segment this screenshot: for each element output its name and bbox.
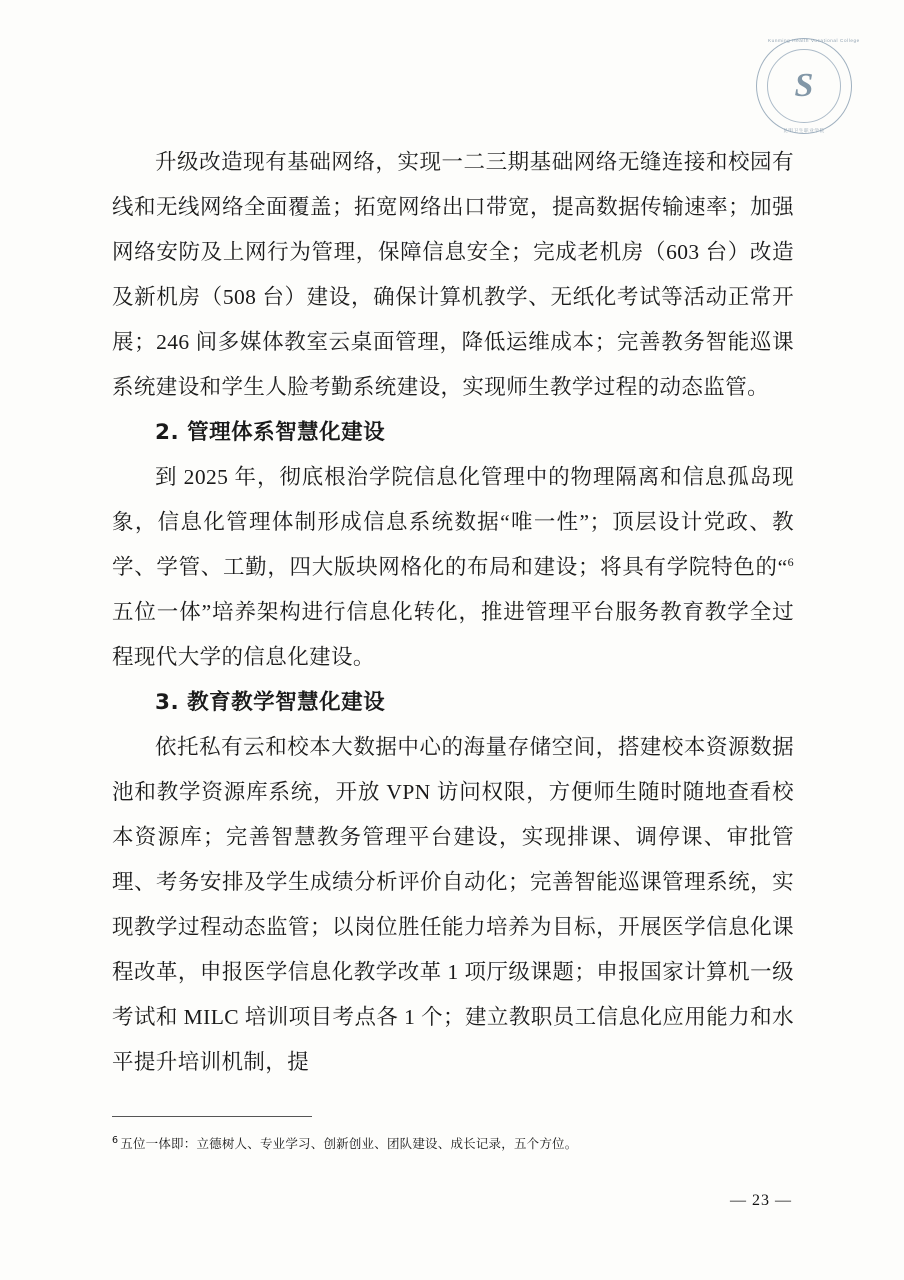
paragraph-management-text-after: 五位一体”培养架构进行信息化转化，推进管理平台服务教育教学全过程现代大学的信息化建设。 [112, 600, 794, 669]
footnote-text [112, 1131, 794, 1154]
paragraph-network-upgrade: 升级改造现有基础网络，实现一二三期基础网络无缝连接和校园有线和无线网络全面覆盖；拓宽网络出口带宽，提高数据传输速率；加强网络安防及上网行为管理，保障信息安全；完成老机房（603 台）改造及新机房（508 台）建设，确保计算机教学、无纸化考试等活动正常开展；246 间多媒体教室云桌面管理，降低运维成本；完善教务智能巡课系统建设和学生人脸考勤系统建设，实现师生教学过程的动态监管。 [112, 150, 794, 399]
page-number: — 23 — [730, 1192, 792, 1209]
institutional-seal-icon [756, 38, 860, 134]
footnote-marker-6: 6 [787, 554, 794, 569]
seal-monogram: S [794, 67, 814, 104]
seal-bottom-text: 昆明卫生职业学院 [783, 128, 825, 133]
heading-management-system: 2. 管理体系智慧化建设 [155, 420, 386, 445]
paragraph-management-text-before: 到 2025 年，彻底根治学院信息化管理中的物理隔离和信息孤岛现象，信息化管理体制形成信息系统数据“唯一性”；顶层设计党政、教学、学管、工勤，四大版块网格化的布局和建设；将具有学院特色的“ [112, 465, 794, 579]
paragraph-education-teaching: 依托私有云和校本大数据中心的海量存储空间，搭建校本资源数据池和教学资源库系统，开放 VPN 访问权限，方便师生随时随地查看校本资源库；完善智慧教务管理平台建设，实现排课、调停课、审批管理、考务安排及学生成绩分析评价自动化；完善智能巡课管理系统，实现教学过程动态监管；以岗位胜任能力培养为目标，开展医学信息化课程改革，申报医学信息化教学改革 1 项厅级课题；申报国家计算机一级考试和 MILC 培训项目考点各 1 个；建立教职员工信息化应用能力和水平提升培训机制，提 [112, 735, 794, 1074]
heading-education-teaching: 3. 教育教学智慧化建设 [155, 690, 386, 715]
footnote-area [112, 1116, 794, 1154]
paragraph-management-system [112, 455, 794, 680]
footnote-body: 五位一体即：立德树人、专业学习、创新创业、团队建设、成长记录，五个方位。 [120, 1136, 578, 1152]
footnote-number: 6 [112, 1135, 119, 1146]
footnote-divider [112, 1116, 312, 1117]
seal-top-text: Kunming Health Vocational College [768, 38, 860, 43]
document-body [112, 140, 794, 1085]
seal-inner-ring [767, 38, 860, 133]
